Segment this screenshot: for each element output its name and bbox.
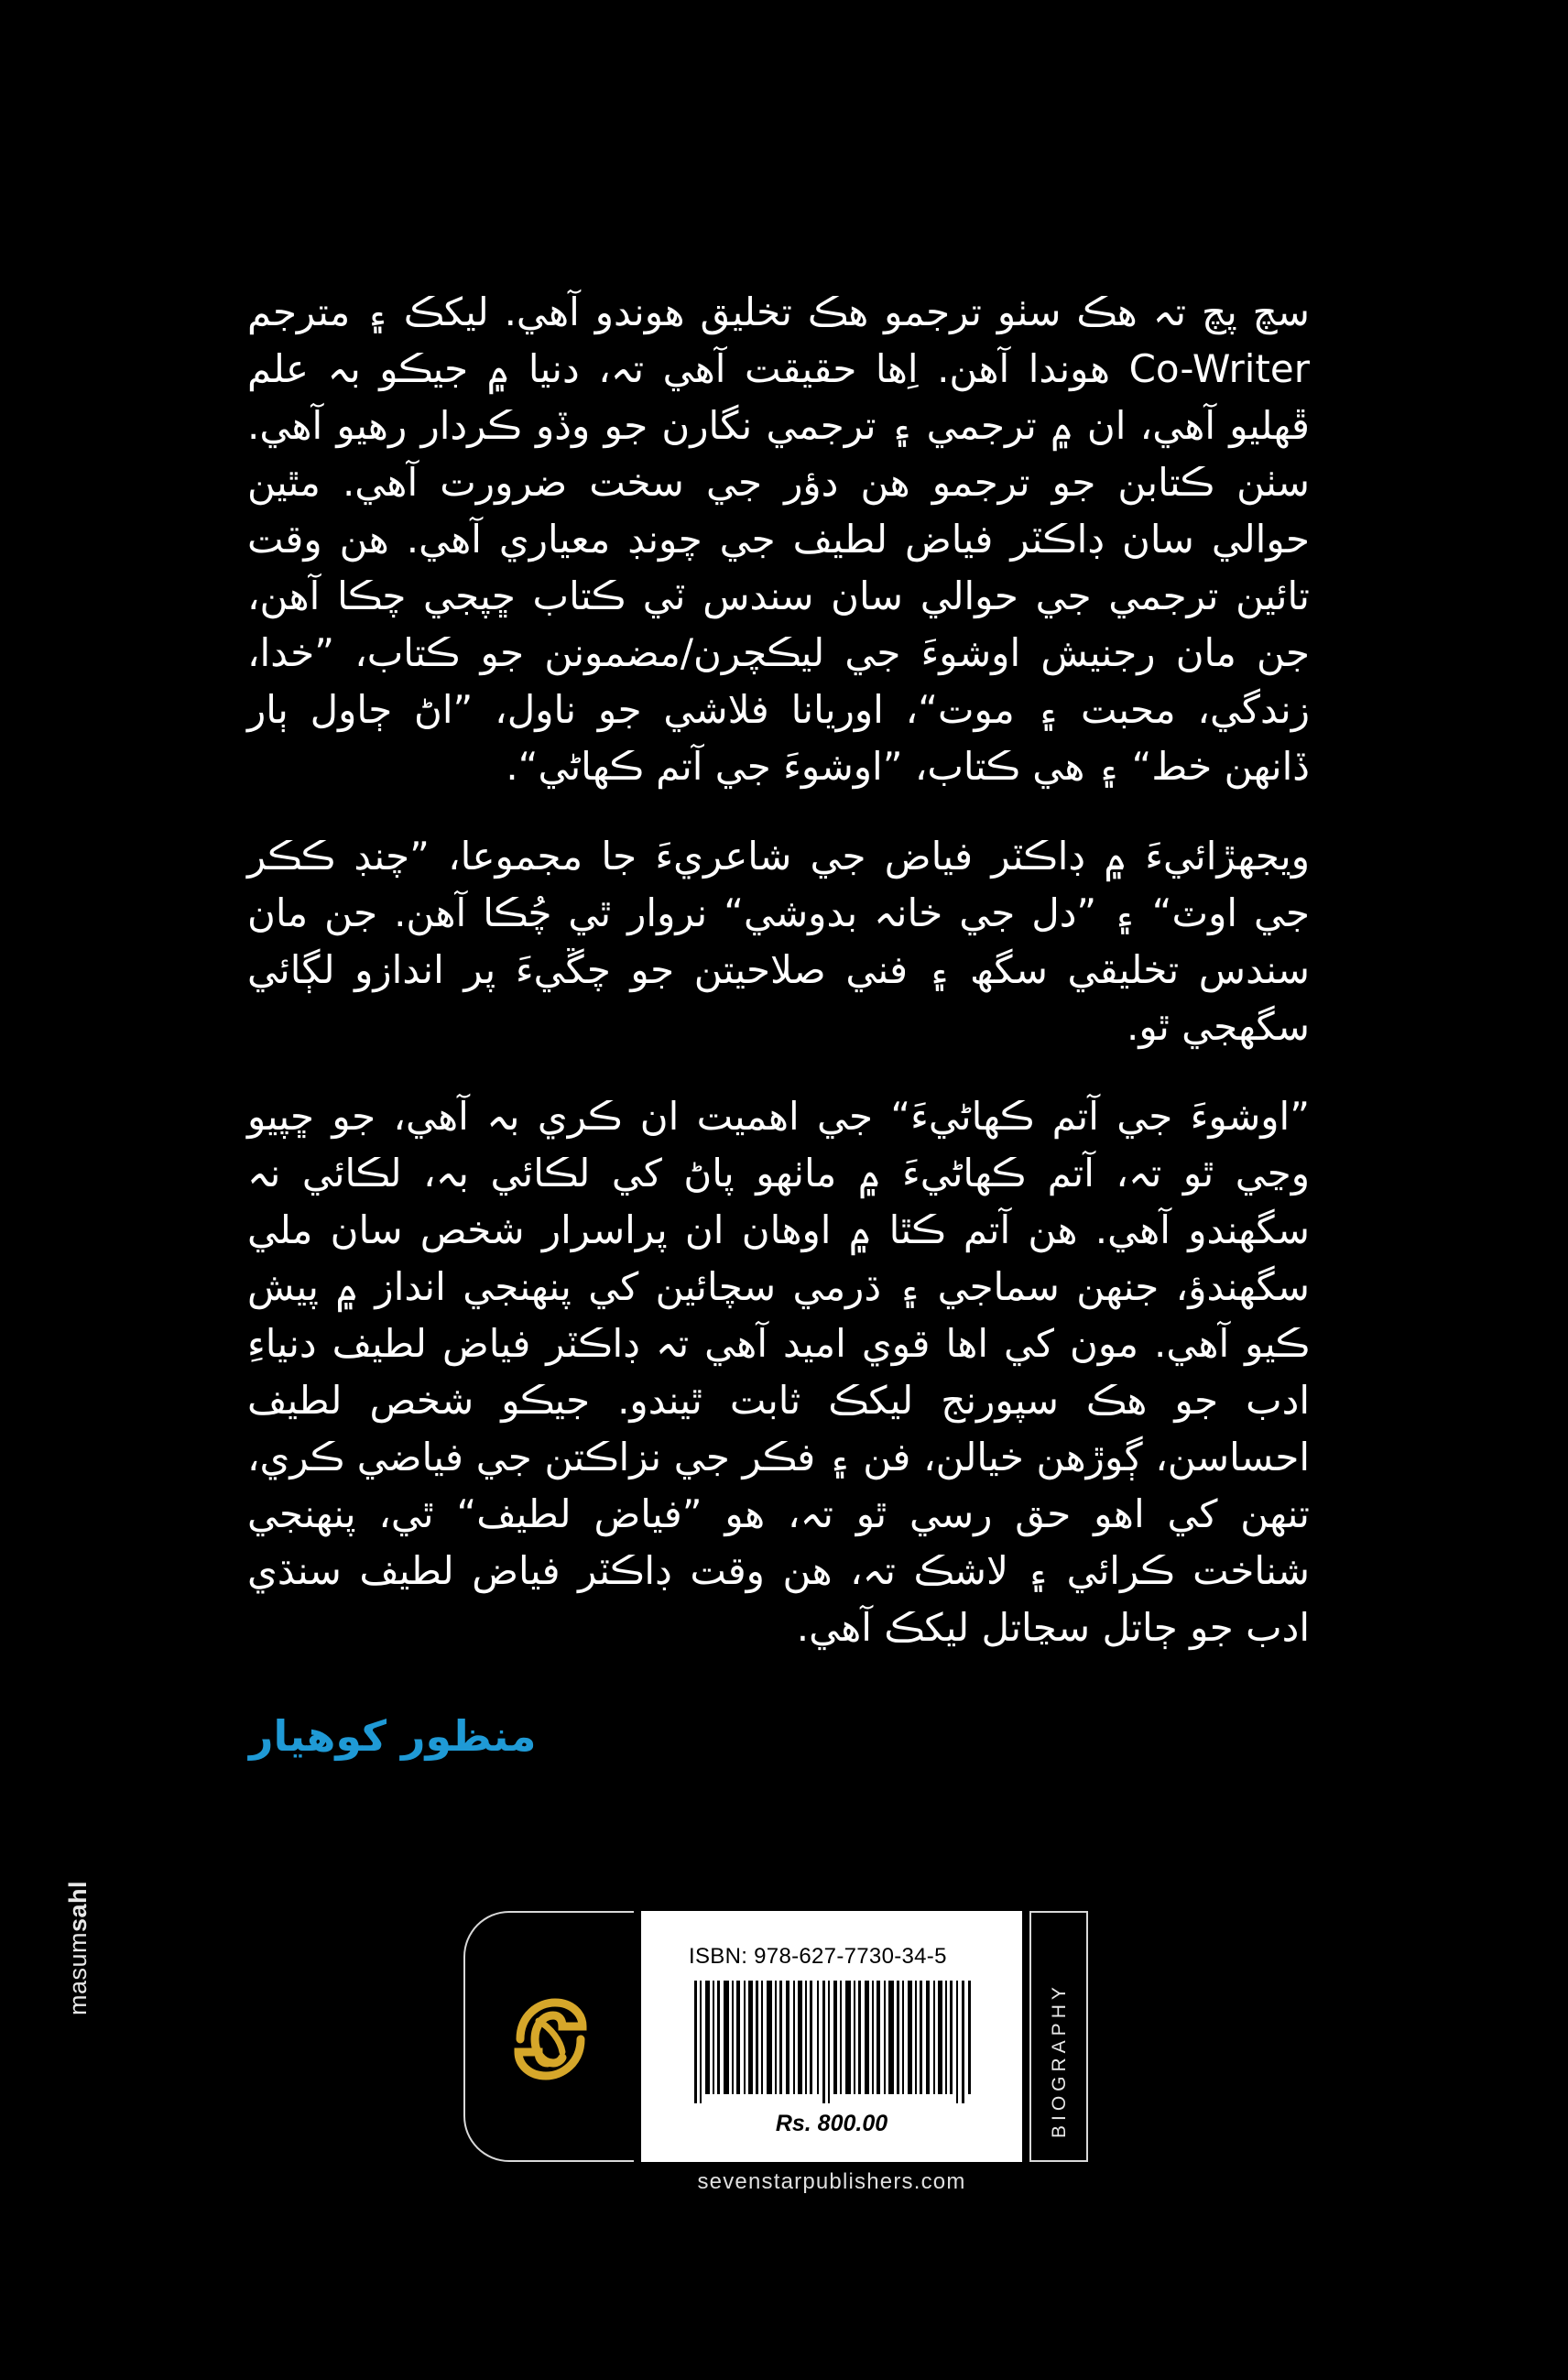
publisher-website: sevenstarpublishers.com bbox=[697, 2169, 966, 2194]
back-cover-text bbox=[247, 284, 1310, 1689]
designer-credit-light: masum bbox=[64, 1931, 92, 2015]
author-signature: منظور کوھيار bbox=[249, 1711, 537, 1761]
publisher-logo-panel bbox=[463, 1911, 634, 2162]
barcode-icon bbox=[694, 1981, 973, 2103]
genre-label: BIOGRAPHY bbox=[1049, 1982, 1070, 2138]
seven-star-logo-icon bbox=[511, 1995, 590, 2083]
price-label: Rs. 800.00 bbox=[775, 2111, 888, 2136]
paragraph-1: سچ پچ تہ ھڪ سٺو ترجمو ھڪ تخليق ھوندو آھي. ليکڪ ۽ مترجم Co-Writer ھوندا آھن. اِھا حقيقت آھي تہ، دنيا ۾ جيڪو بہ علم ڦھليو آھي، ان ۾ ترجمي ۽ ترجمي نگارن جو وڏو ڪردار رھيو آھي. سٺن ڪتابن جو ترجمو ھن دؤر جي سخت ضرورت آھي. مٿين حوالي سان ڊاڪٽر فياض لطيف جي چونڊ معياري آھي. ھن وقت تائين ترجمي جي حوالي سان سندس ٽي ڪتاب ڇپجي چڪا آھن، جن مان رجنيش اوشوءَ جي ليڪچرن/مضمونن جو ڪتاب، ”خدا، زندگي، محبت ۽ موت“، اوريانا فلاشي جو ناول، ”اڻ ڄاول ٻار ڏانھن خط“ ۽ ھي ڪتاب، ”اوشوءَ جي آتم ڪھاڻي“. bbox=[247, 289, 1310, 789]
paragraph-3: ”اوشوءَ جي آتم ڪھاڻيءَ“ جي اھميت ان ڪري بہ آھي، جو ڇپيو وڃي ٿو تہ، آتم ڪھاڻيءَ ۾ ماٺھو پاڻ کي لڪائي بہ، لڪائي نہ سگھندو آھي. ھن آتم ڪٿا ۾ اوھان ان پراسرار شخص سان ملي سگھندؤ، جنھن سماجي ۽ ڌرمي سچائين کي پنھنجي انداز ۾ پيش ڪيو آھي. مون کي اھا قوي اميد آھي تہ ڊاڪٽر فياض لطيف دنياءِ ادب جو ھڪ سپورنج ليکڪ ثابت ٿيندو. جيڪو شخص لطيف احساسن، ڳوڙھن خيالن، فن ۽ فڪر جي نزاڪتن جي فياضي ڪري، تنھن کي اھو حق رسي ٿو تہ، ھو ”فياض لطيف“ ٿي، پنھنجي شناخت ڪرائي ۽ لاشڪ تہ، ھن وقت ڊاڪٽر فياض لطيف سنڌي ادب جو ڄاتل سڃاتل ليکڪ آھي. bbox=[247, 1094, 1310, 1650]
designer-credit-bold: sahl bbox=[64, 1880, 92, 1932]
paragraph-2: ويجھڙائيءَ ۾ ڊاڪٽر فياض جي شاعريءَ جا مجموعا، ”چنڊ ڪڪر جي اوٽ“ ۽ ”دل جي خانہ بدوشي“ نروار ٿي چُڪا آھن. جن مان سندس تخليقي سگھ ۽ فني صلاحيتن جو چڱيءَ پر اندازو لڳائي سگھجي ٿو. bbox=[247, 834, 1310, 1049]
designer-credit-text bbox=[64, 1881, 93, 2015]
genre-panel bbox=[1029, 1911, 1088, 2162]
designer-credit bbox=[64, 1860, 119, 2015]
barcode-panel bbox=[641, 1911, 1022, 2162]
isbn-number: ISBN: 978-627-7730-34-5 bbox=[689, 1944, 947, 1969]
